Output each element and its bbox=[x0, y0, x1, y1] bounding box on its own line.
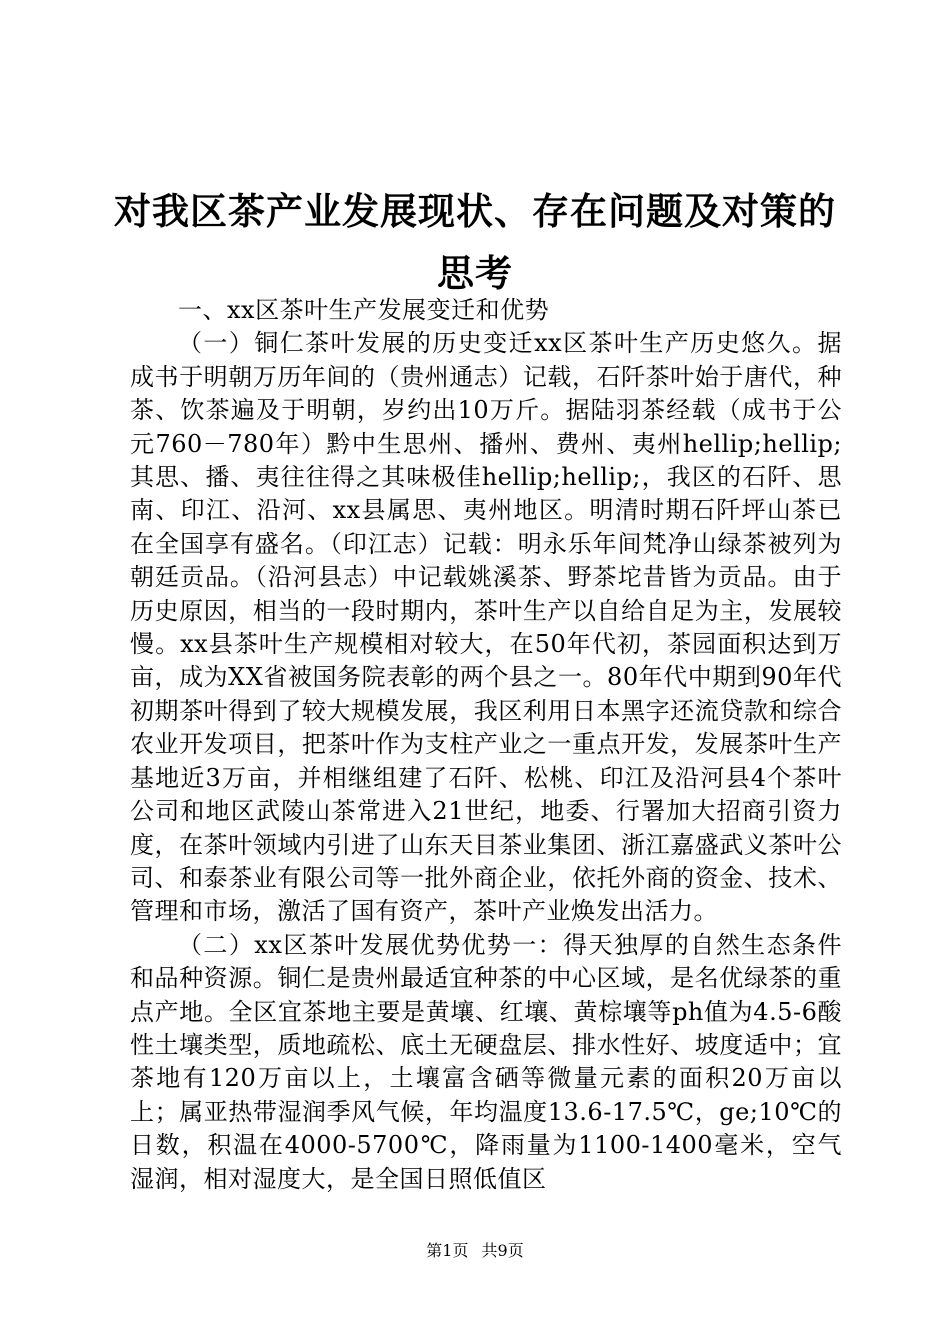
section-heading: 一、xx区茶叶生产发展变迁和优势 bbox=[178, 296, 550, 324]
body-paragraph: （二）xx区茶叶发展优势优势一：得天独厚的自然生态条件和品种资源。铜仁是贵州最适宜种茶的中心区域，是名优绿茶的重点产地。全区宜茶地主要是黄壤、红壤、黄棕壤等ph值为4.5-6酸性土壤类型，质地疏松、底土无硬盘层、排水性好、坡度适中；宜茶地有120万亩以上，土壤富含硒等微量元素的面积20万亩以上；属亚热带湿润季风气候，年均温度13.6-17.5℃，ge;10℃的日数，积温在4000-5700℃，降雨量为1100-1400毫米，空气湿润，相对湿度大，是全国日照低值区 bbox=[130, 930, 842, 1193]
document-body bbox=[130, 294, 842, 1196]
page-number-total: 共9页 bbox=[481, 1241, 524, 1260]
body-paragraph: （一）铜仁茶叶发展的历史变迁xx区茶叶生产历史悠久。据成书于明朝万历年间的（贵州通志）记载，石阡茶叶始于唐代，种茶、饮茶遍及于明朝，岁约出10万斤。据陆羽茶经载（成书于公元760－780年）黔中生思州、播州、费州、夷州hellip;hellip;其思、播、夷往往得之其味极佳hellip;hellip;，我区的石阡、思南、印江、沿河、xx县属思、夷州地区。明清时期石阡坪山茶已在全国享有盛名。（印江志）记载：明永乐年间梵净山绿茶被列为朝廷贡品。（沿河县志）中记载姚溪茶、野茶坨昔皆为贡品。由于历史原因，相当的一段时期内，茶叶生产以自给自足为主，发展较慢。xx县茶叶生产规模相对较大，在50年代初，茶园面积达到万亩，成为XX省被国务院表彰的两个县之一。80年代中期到90年代初期茶叶得到了较大规模发展，我区利用日本黑字还流贷款和综合农业开发项目，把茶叶作为支柱产业之一重点开发，发展茶叶生产基地近3万亩，并相继组建了石阡、松桃、印江及沿河县4个茶叶公司和地区武陵山茶常进入21世纪，地委、行署加大招商引资力度，在茶叶领域内引进了山东天目茶业集团、浙江嘉盛武义茶叶公司、和泰茶业有限公司等一批外商企业，依托外商的资金、技术、管理和市场，激活了国有资产，茶叶产业焕发出活力。 bbox=[130, 329, 842, 926]
page-number-current: 第1页 bbox=[426, 1241, 469, 1260]
document-title: 对我区茶产业发展现状、存在问题及对策的思考 bbox=[114, 189, 836, 295]
page-footer bbox=[0, 1240, 950, 1262]
